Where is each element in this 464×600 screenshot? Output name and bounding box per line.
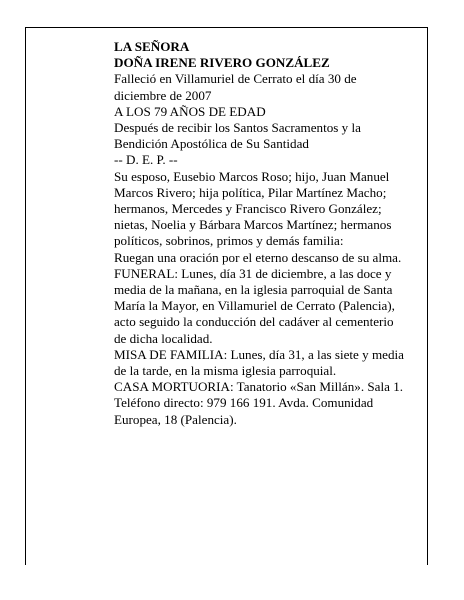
heading-title: LA SEÑORA (114, 39, 190, 54)
paragraph-mass: MISA DE FAMILIA: Lunes, día 31, a las siete y media de la tarde, en la misma iglesia parroquial. (114, 346, 404, 379)
paragraph-prayer: Ruegan una oración por el eterno descanso de su alma. (114, 249, 402, 265)
heading-name: DOÑA IRENE RIVERO GONZÁLEZ (114, 55, 330, 71)
paragraph-death: Falleció en Villamuriel de Cerrato el día 30 de diciembre de 2007 (114, 71, 357, 103)
paragraph-sacraments: Después de recibir los Santos Sacramentos y la Bendición Apostólica de Su Santidad (114, 120, 361, 152)
paragraph-family: Su esposo, Eusebio Marcos Roso; hijo, Juan Manuel Marcos Rivero; hija política, Pilar Martínez Macho; hermanos, Mercedes y Francisco Rivero González; nietas, Noelia y Bárbara Marcos Martínez; hermanos políticos, sobrinos, primos y demás familia: (114, 168, 392, 249)
paragraph-dep: -- D. E. P. -- (114, 152, 178, 168)
paragraph-age: A LOS 79 AÑOS DE EDAD (114, 103, 266, 119)
obituary-text (114, 39, 406, 428)
paragraph-funeral: FUNERAL: Lunes, día 31 de diciembre, a las doce y media de la mañana, en la iglesia parroquial de Santa María la Mayor, en Villamuriel de Cerrato (Palencia), acto seguido la conducción del cadáver al cementerio de dicha localidad. (114, 265, 395, 346)
paragraph-mortuary: CASA MORTUORIA: Tanatorio «San Millán». Sala 1. Teléfono directo: 979 166 191. Avda. Comunidad Europea, 18 (Palencia). (114, 379, 404, 427)
